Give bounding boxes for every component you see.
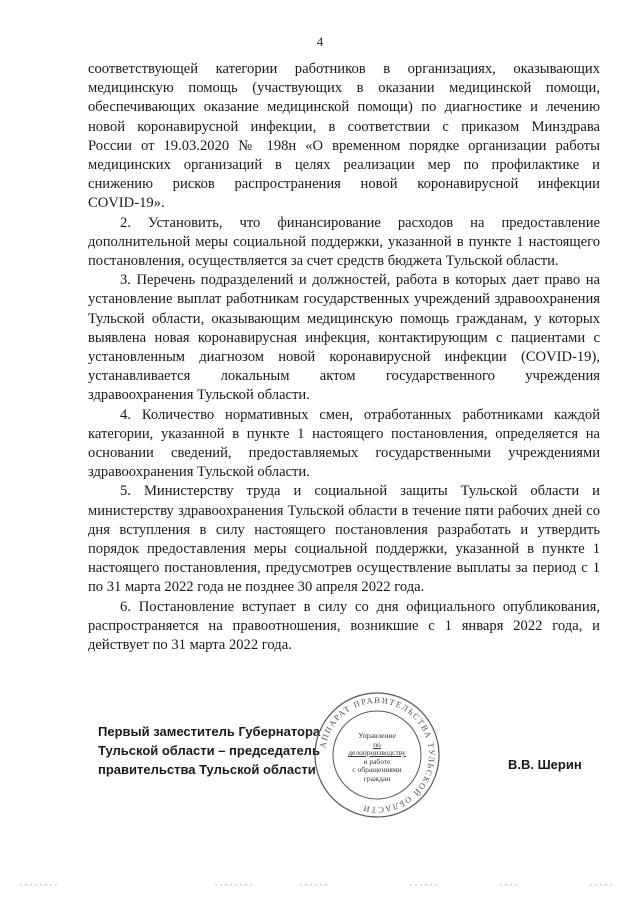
seal-center-line: по делопроизводству [348, 739, 406, 757]
paragraph-3: 3. Перечень подразделений и должностей, работа в которых дает право на установление выплат работникам государственных учреждений здравоохранения Тульской области, оказывающим медицинскую помощь гражданам, у которых выявлена новая коронавирусная инфекция, контактирующим с пациентами с установленным диагнозом новой коронавирусной инфекции (COVID-19), устанавливается локальным актом государственного учреждения здравоохранения Тульской области. [88, 272, 600, 404]
p1-line: новой коронавирусной инфекции, в соответствии с приказом Минздрава [88, 118, 600, 135]
official-seal [312, 690, 442, 820]
signatory-title-line: Первый заместитель Губернатора [98, 724, 321, 739]
paragraph-4: 4. Количество нормативных смен, отработанных работниками каждой категории, указанной в пункте 1 настоящего постановления, определяется на основании сведений, предоставляемых государственными учреждениями здравоохранения Тульской области. [88, 406, 600, 481]
p1-line: медицинскую помощь (участвующих в оказании медицинской помощи, [88, 80, 600, 97]
seal-ring-text: АППАРАТ ПРАВИТЕЛЬСТВА ТУЛЬСКОЙ ОБЛАСТИ [317, 694, 438, 816]
seal-center-line: граждан [363, 773, 391, 783]
p1-line: обеспечивающих оказание медицинской помощи) по диагностике и лечению [88, 99, 600, 116]
paragraph-5: 5. Министерству труда и социальной защиты Тульской области и министерству здравоохранения Тульской области в течение пяти рабочих дней со дня вступления в силу настоящего постановления разработать и утвердить порядок предоставления меры социальной поддержки, указанной в пункте 1 настоящего постановления, предусмотрев осуществление выплаты за период с 1 по 31 марта 2022 года не позднее 30 апреля 2022 года. [88, 483, 600, 596]
signatory-title-line: Тульской области – председатель [98, 743, 320, 758]
p1-line: COVID-19». [88, 195, 165, 212]
p1-line: соответствующей категории работников в организациях, оказывающих [88, 61, 600, 77]
footer-scan-marks [0, 884, 640, 886]
signatory-title-line: правительства Тульской области [98, 762, 316, 777]
paragraph-continuation [88, 60, 600, 214]
paragraph-2: 2. Установить, что финансирование расходов на предоставление дополнительной меры социальной поддержки, указанной в пункте 1 настоящего постановления, осуществляется за счет средств бюджета Тульской области. [88, 214, 600, 270]
seal-center-line: и работе [363, 756, 391, 766]
page-number: 4 [316, 34, 324, 49]
document-body [88, 60, 600, 655]
seal-center-line: Управление [358, 731, 396, 740]
seal-center-line: с обращениями [352, 765, 402, 774]
paragraph-6: 6. Постановление вступает в силу со дня официального опубликования, распространяется на правоотношения, возникшие с 1 января 2022 года, и действует по 31 марта 2022 года. [88, 598, 600, 654]
p1-line: снижению рисков распространения новой коронавирусной инфекции [88, 176, 600, 193]
p1-line: России от 19.03.2020 № 198н «О временном порядке организации работы [88, 137, 600, 154]
signer-name: В.В. Шерин [508, 757, 582, 772]
seal-center-text [345, 732, 409, 783]
p1-line: медицинских организаций в целях реализации мер по профилактике и [88, 157, 600, 174]
